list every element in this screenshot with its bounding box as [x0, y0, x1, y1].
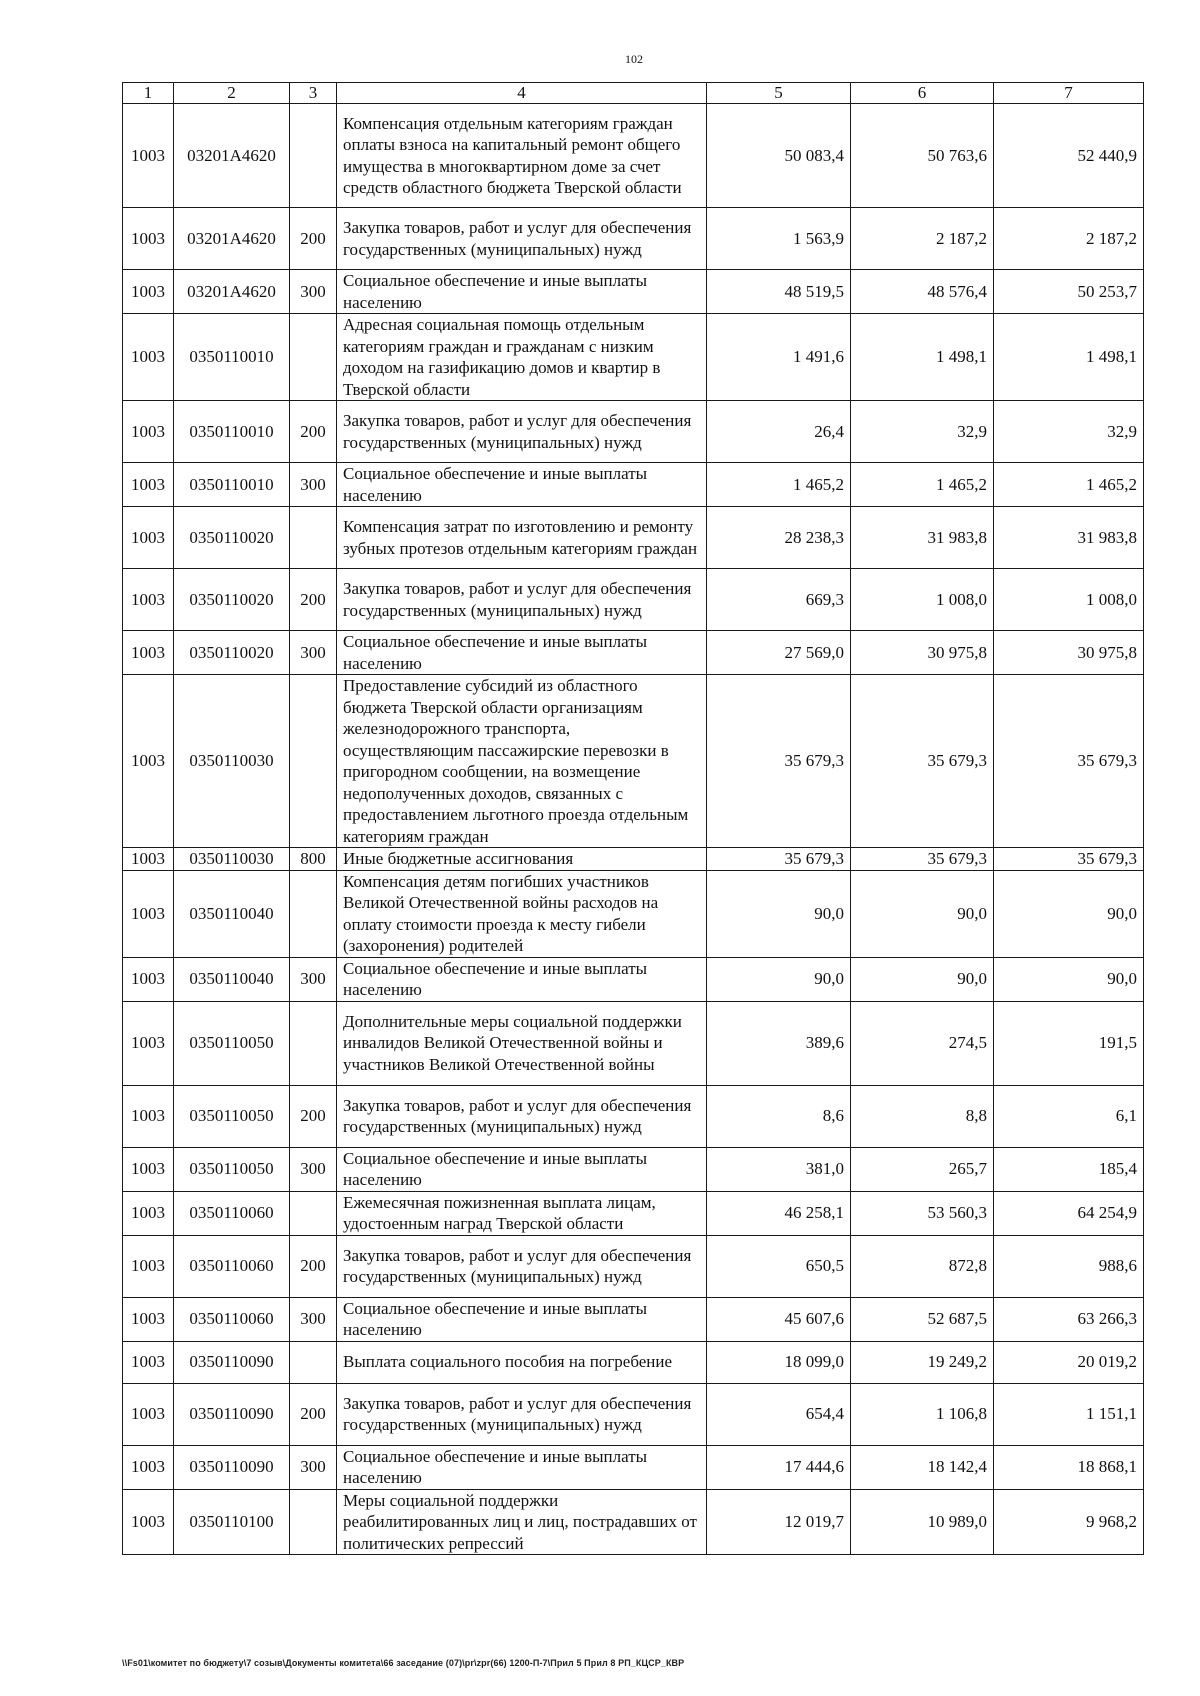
- kvr-cell: [290, 870, 337, 957]
- kvr-cell: 200: [290, 401, 337, 463]
- section-cell: 1003: [123, 957, 174, 1001]
- code-cell: 0350110090: [174, 1445, 290, 1489]
- name-cell: Адресная социальная помощь отдельным категориям граждан и гражданам с низким доходом на газификацию домов и квартир в Тверской области: [337, 314, 707, 401]
- kvr-cell: [290, 1191, 337, 1235]
- name-cell: Социальное обеспечение и иные выплаты населению: [337, 270, 707, 314]
- value-col7-cell: 31 983,8: [994, 507, 1144, 569]
- value-col5-cell: 17 444,6: [707, 1445, 851, 1489]
- kvr-cell: 300: [290, 1445, 337, 1489]
- value-col7-cell: 90,0: [994, 870, 1144, 957]
- value-col7-cell: 185,4: [994, 1147, 1144, 1191]
- value-col6-cell: 35 679,3: [851, 848, 994, 871]
- kvr-cell: [290, 1341, 337, 1383]
- name-cell: Социальное обеспечение и иные выплаты населению: [337, 1445, 707, 1489]
- table-row: [123, 957, 1144, 1001]
- code-cell: 0350110020: [174, 569, 290, 631]
- name-cell: Социальное обеспечение и иные выплаты населению: [337, 957, 707, 1001]
- name-cell: Компенсация отдельным категориям граждан оплаты взноса на капитальный ремонт общего имущества в многоквартирном доме за счет средств областного бюджета Тверской области: [337, 104, 707, 208]
- value-col6-cell: 10 989,0: [851, 1489, 994, 1555]
- section-cell: 1003: [123, 1489, 174, 1555]
- value-col6-cell: 90,0: [851, 870, 994, 957]
- kvr-cell: 200: [290, 1383, 337, 1445]
- value-col6-cell: 35 679,3: [851, 675, 994, 848]
- value-col5-cell: 50 083,4: [707, 104, 851, 208]
- table-row: [123, 1383, 1144, 1445]
- name-cell: Компенсация детям погибших участников Великой Отечественной войны расходов на оплату стоимости проезда к месту гибели (захоронения) родителей: [337, 870, 707, 957]
- footer-file-path: \\Fs01\комитет по бюджету\7 созыв\Документы комитета\66 заседание (07)\pr\zpr(66) 1200-П-7\Прил 5 Прил 8 РП_КЦСР_КВР: [122, 1658, 685, 1668]
- value-col6-cell: 872,8: [851, 1235, 994, 1297]
- section-cell: 1003: [123, 1001, 174, 1085]
- table-body: [123, 104, 1144, 1555]
- section-cell: 1003: [123, 401, 174, 463]
- section-cell: 1003: [123, 1235, 174, 1297]
- value-col6-cell: 90,0: [851, 957, 994, 1001]
- kvr-cell: [290, 1489, 337, 1555]
- code-cell: 0350110030: [174, 848, 290, 871]
- table-row: [123, 1297, 1144, 1341]
- value-col7-cell: 18 868,1: [994, 1445, 1144, 1489]
- table-row: [123, 1085, 1144, 1147]
- column-header-2: 2: [174, 83, 290, 104]
- table-row: [123, 314, 1144, 401]
- value-col5-cell: 8,6: [707, 1085, 851, 1147]
- value-col6-cell: 19 249,2: [851, 1341, 994, 1383]
- section-cell: 1003: [123, 270, 174, 314]
- kvr-cell: 200: [290, 1085, 337, 1147]
- code-cell: 03201А4620: [174, 270, 290, 314]
- value-col7-cell: 1 151,1: [994, 1383, 1144, 1445]
- section-cell: 1003: [123, 870, 174, 957]
- kvr-cell: 200: [290, 208, 337, 270]
- kvr-cell: 800: [290, 848, 337, 871]
- table-row: [123, 1191, 1144, 1235]
- value-col7-cell: 988,6: [994, 1235, 1144, 1297]
- code-cell: 0350110020: [174, 507, 290, 569]
- value-col7-cell: 90,0: [994, 957, 1144, 1001]
- name-cell: Компенсация затрат по изготовлению и ремонту зубных протезов отдельным категориям граждан: [337, 507, 707, 569]
- table-row: [123, 270, 1144, 314]
- value-col5-cell: 389,6: [707, 1001, 851, 1085]
- value-col5-cell: 1 465,2: [707, 463, 851, 507]
- value-col6-cell: 32,9: [851, 401, 994, 463]
- table-row: [123, 631, 1144, 675]
- value-col6-cell: 52 687,5: [851, 1297, 994, 1341]
- column-header-4: 4: [337, 83, 707, 104]
- kvr-cell: [290, 1001, 337, 1085]
- value-col5-cell: 650,5: [707, 1235, 851, 1297]
- kvr-cell: 300: [290, 631, 337, 675]
- value-col7-cell: 6,1: [994, 1085, 1144, 1147]
- section-cell: 1003: [123, 1341, 174, 1383]
- name-cell: Закупка товаров, работ и услуг для обеспечения государственных (муниципальных) нужд: [337, 569, 707, 631]
- name-cell: Закупка товаров, работ и услуг для обеспечения государственных (муниципальных) нужд: [337, 1085, 707, 1147]
- value-col6-cell: 265,7: [851, 1147, 994, 1191]
- name-cell: Ежемесячная пожизненная выплата лицам, удостоенным наград Тверской области: [337, 1191, 707, 1235]
- kvr-cell: 300: [290, 1297, 337, 1341]
- code-cell: 0350110100: [174, 1489, 290, 1555]
- table-row: [123, 463, 1144, 507]
- budget-table: [122, 82, 1144, 1555]
- value-col5-cell: 669,3: [707, 569, 851, 631]
- value-col5-cell: 90,0: [707, 957, 851, 1001]
- kvr-cell: [290, 314, 337, 401]
- code-cell: 0350110030: [174, 675, 290, 848]
- section-cell: 1003: [123, 848, 174, 871]
- table-row: [123, 507, 1144, 569]
- value-col6-cell: 18 142,4: [851, 1445, 994, 1489]
- value-col5-cell: 12 019,7: [707, 1489, 851, 1555]
- value-col7-cell: 9 968,2: [994, 1489, 1144, 1555]
- value-col7-cell: 32,9: [994, 401, 1144, 463]
- section-cell: 1003: [123, 1383, 174, 1445]
- table-row: [123, 1235, 1144, 1297]
- section-cell: 1003: [123, 1445, 174, 1489]
- name-cell: Закупка товаров, работ и услуг для обеспечения государственных (муниципальных) нужд: [337, 208, 707, 270]
- name-cell: Социальное обеспечение и иные выплаты населению: [337, 463, 707, 507]
- code-cell: 0350110010: [174, 314, 290, 401]
- value-col5-cell: 46 258,1: [707, 1191, 851, 1235]
- name-cell: Предоставление субсидий из областного бюджета Тверской области организациям железнодорожного транспорта, осуществляющим пассажирские перевозки в пригородном сообщении, на возмещение недополученных доходов, связанных с предоставлением льготного проезда отдельным категориям граждан: [337, 675, 707, 848]
- code-cell: 0350110010: [174, 463, 290, 507]
- section-cell: 1003: [123, 675, 174, 848]
- code-cell: 0350110020: [174, 631, 290, 675]
- value-col7-cell: 1 498,1: [994, 314, 1144, 401]
- value-col7-cell: 64 254,9: [994, 1191, 1144, 1235]
- table-row: [123, 848, 1144, 871]
- value-col6-cell: 50 763,6: [851, 104, 994, 208]
- code-cell: 03201А4620: [174, 104, 290, 208]
- kvr-cell: 300: [290, 463, 337, 507]
- value-col7-cell: 52 440,9: [994, 104, 1144, 208]
- name-cell: Закупка товаров, работ и услуг для обеспечения государственных (муниципальных) нужд: [337, 1235, 707, 1297]
- value-col5-cell: 1 491,6: [707, 314, 851, 401]
- section-cell: 1003: [123, 631, 174, 675]
- kvr-cell: [290, 104, 337, 208]
- column-header-5: 5: [707, 83, 851, 104]
- code-cell: 0350110050: [174, 1085, 290, 1147]
- value-col5-cell: 654,4: [707, 1383, 851, 1445]
- value-col6-cell: 2 187,2: [851, 208, 994, 270]
- code-cell: 0350110050: [174, 1147, 290, 1191]
- column-header-6: 6: [851, 83, 994, 104]
- value-col5-cell: 35 679,3: [707, 848, 851, 871]
- value-col6-cell: 1 465,2: [851, 463, 994, 507]
- section-cell: 1003: [123, 1191, 174, 1235]
- table-row: [123, 1445, 1144, 1489]
- value-col6-cell: 31 983,8: [851, 507, 994, 569]
- value-col6-cell: 48 576,4: [851, 270, 994, 314]
- section-cell: 1003: [123, 208, 174, 270]
- table-row: [123, 569, 1144, 631]
- section-cell: 1003: [123, 1147, 174, 1191]
- kvr-cell: [290, 507, 337, 569]
- value-col6-cell: 53 560,3: [851, 1191, 994, 1235]
- kvr-cell: [290, 675, 337, 848]
- table-row: [123, 675, 1144, 848]
- section-cell: 1003: [123, 1297, 174, 1341]
- table-row: [123, 1001, 1144, 1085]
- column-header-1: 1: [123, 83, 174, 104]
- value-col7-cell: 1 008,0: [994, 569, 1144, 631]
- value-col7-cell: 35 679,3: [994, 675, 1144, 848]
- table-row: [123, 401, 1144, 463]
- value-col5-cell: 381,0: [707, 1147, 851, 1191]
- table-row: [123, 1341, 1144, 1383]
- value-col7-cell: 1 465,2: [994, 463, 1144, 507]
- value-col6-cell: 1 498,1: [851, 314, 994, 401]
- table-row: [123, 208, 1144, 270]
- code-cell: 03201А4620: [174, 208, 290, 270]
- value-col7-cell: 30 975,8: [994, 631, 1144, 675]
- value-col5-cell: 28 238,3: [707, 507, 851, 569]
- code-cell: 0350110040: [174, 870, 290, 957]
- value-col5-cell: 26,4: [707, 401, 851, 463]
- value-col7-cell: 63 266,3: [994, 1297, 1144, 1341]
- value-col5-cell: 35 679,3: [707, 675, 851, 848]
- value-col6-cell: 8,8: [851, 1085, 994, 1147]
- value-col7-cell: 20 019,2: [994, 1341, 1144, 1383]
- code-cell: 0350110060: [174, 1297, 290, 1341]
- table-row: [123, 1147, 1144, 1191]
- name-cell: Дополнительные меры социальной поддержки инвалидов Великой Отечественной войны и участников Великой Отечественной войны: [337, 1001, 707, 1085]
- page-number: 102: [625, 52, 643, 66]
- kvr-cell: 300: [290, 270, 337, 314]
- name-cell: Закупка товаров, работ и услуг для обеспечения государственных (муниципальных) нужд: [337, 1383, 707, 1445]
- name-cell: Социальное обеспечение и иные выплаты населению: [337, 1147, 707, 1191]
- value-col5-cell: 48 519,5: [707, 270, 851, 314]
- name-cell: Иные бюджетные ассигнования: [337, 848, 707, 871]
- column-header-7: 7: [994, 83, 1144, 104]
- value-col6-cell: 274,5: [851, 1001, 994, 1085]
- value-col6-cell: 30 975,8: [851, 631, 994, 675]
- code-cell: 0350110040: [174, 957, 290, 1001]
- kvr-cell: 300: [290, 957, 337, 1001]
- value-col5-cell: 90,0: [707, 870, 851, 957]
- value-col6-cell: 1 008,0: [851, 569, 994, 631]
- value-col7-cell: 191,5: [994, 1001, 1144, 1085]
- value-col5-cell: 45 607,6: [707, 1297, 851, 1341]
- kvr-cell: 200: [290, 569, 337, 631]
- value-col7-cell: 35 679,3: [994, 848, 1144, 871]
- value-col5-cell: 27 569,0: [707, 631, 851, 675]
- code-cell: 0350110060: [174, 1191, 290, 1235]
- value-col5-cell: 18 099,0: [707, 1341, 851, 1383]
- value-col7-cell: 50 253,7: [994, 270, 1144, 314]
- section-cell: 1003: [123, 507, 174, 569]
- section-cell: 1003: [123, 463, 174, 507]
- section-cell: 1003: [123, 104, 174, 208]
- kvr-cell: 300: [290, 1147, 337, 1191]
- code-cell: 0350110050: [174, 1001, 290, 1085]
- name-cell: Выплата социального пособия на погребение: [337, 1341, 707, 1383]
- value-col5-cell: 1 563,9: [707, 208, 851, 270]
- name-cell: Меры социальной поддержки реабилитированных лиц и лиц, пострадавших от политических репрессий: [337, 1489, 707, 1555]
- name-cell: Социальное обеспечение и иные выплаты населению: [337, 1297, 707, 1341]
- value-col6-cell: 1 106,8: [851, 1383, 994, 1445]
- kvr-cell: 200: [290, 1235, 337, 1297]
- code-cell: 0350110060: [174, 1235, 290, 1297]
- table-row: [123, 1489, 1144, 1555]
- section-cell: 1003: [123, 314, 174, 401]
- section-cell: 1003: [123, 1085, 174, 1147]
- name-cell: Социальное обеспечение и иные выплаты населению: [337, 631, 707, 675]
- name-cell: Закупка товаров, работ и услуг для обеспечения государственных (муниципальных) нужд: [337, 401, 707, 463]
- section-cell: 1003: [123, 569, 174, 631]
- table-row: [123, 870, 1144, 957]
- column-header-3: 3: [290, 83, 337, 104]
- code-cell: 0350110090: [174, 1383, 290, 1445]
- value-col7-cell: 2 187,2: [994, 208, 1144, 270]
- code-cell: 0350110090: [174, 1341, 290, 1383]
- code-cell: 0350110010: [174, 401, 290, 463]
- header-row: [123, 83, 1144, 104]
- table-row: [123, 104, 1144, 208]
